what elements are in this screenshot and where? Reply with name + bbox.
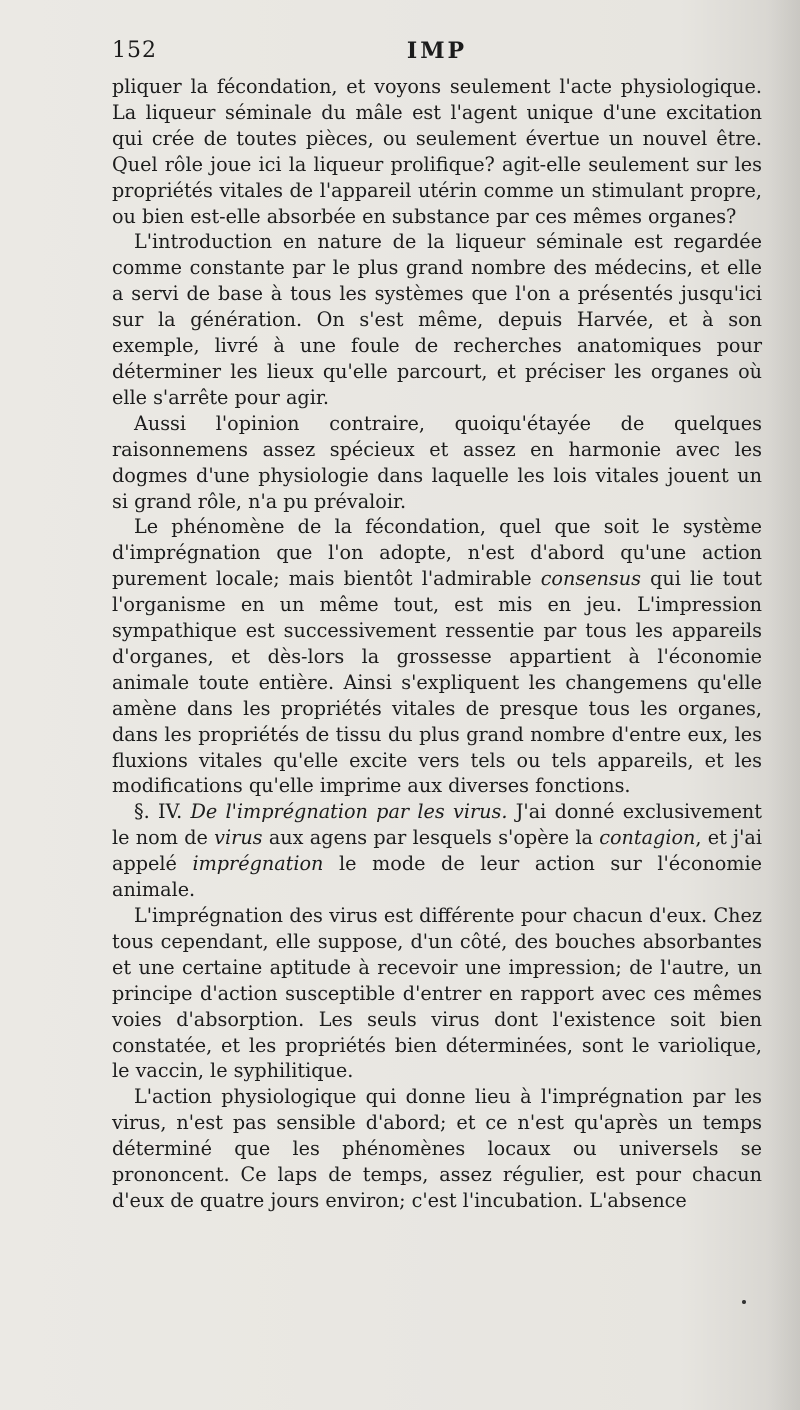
paragraph (112, 411, 762, 515)
italic-text: virus (214, 826, 263, 850)
running-head: IMP (406, 38, 468, 64)
page-number: 152 (112, 38, 157, 63)
paragraph (112, 229, 762, 410)
text-segment: , et j'ai appelé (112, 826, 762, 876)
text-segment: qui lie tout l'organisme en un même tout, est mis en jeu. L'impression sympathique est successivement ressentie par tous les appareils d'organes, et dès-lors la grossesse appartient à l'économie animale toute entière. Ainsi s'expliquent les changemens qu'elle amène dans les propriétés vitales de presque tous les organes, dans les propriétés de tissu du plus grand nombre d'entre eux, les fluxions vitales qu'elle excite vers tels ou tels appareils, et les modifications qu'elle imprime aux diverses fonctions. (112, 567, 762, 798)
body-text (112, 74, 762, 1214)
text-segment: §. IV. (134, 800, 191, 824)
paragraph (112, 799, 762, 903)
page-header (112, 38, 762, 68)
text-segment: aux agens par lesquels s'opère la (262, 826, 600, 850)
italic-text: De l'imprégnation par les virus. (190, 800, 508, 824)
italic-text: imprégnation (192, 852, 324, 876)
ink-speck (742, 1300, 746, 1304)
paragraph (112, 903, 762, 1084)
text-segment: J'ai donné exclusivement le nom de (112, 800, 762, 850)
text-segment: L'action physiologique qui donne lieu à l'imprégnation par les virus, n'est pas sensible d'abord; et ce n'est qu'après un temps déterminé que les phénomènes locaux ou universels se prononcent. Ce laps de temps, assez régulier, est pour chacun d'eux de quatre jours environ; c'est l'incubation. L'absence (112, 1085, 762, 1212)
text-segment: L'imprégnation des virus est différente pour chacun d'eux. Chez tous cependant, elle suppose, d'un côté, des bouches absorbantes et une certaine aptitude à recevoir une impression; de l'autre, un principe d'action susceptible d'entrer en rapport avec ces mêmes voies d'absorption. Les seuls virus dont l'existence soit bien constatée, et les propriétés bien déterminées, sont le variolique, le vaccin, le syphilitique. (112, 904, 762, 1083)
paragraph (112, 1084, 762, 1214)
text-segment: Le phénomène de la fécondation, quel que soit le système d'imprégnation que l'on adopte, n'est d'abord qu'une action purement locale; mais bientôt l'admirable (112, 515, 762, 591)
continued-paragraph (112, 74, 762, 229)
text-segment: L'introduction en nature de la liqueur séminale est regardée comme constante par le plus grand nombre des médecins, et elle a servi de base à tous les systèmes que l'on a présentés jusqu'ici sur la génération. On s'est même, depuis Harvée, et à son exemple, livré à une foule de recherches anatomiques pour déterminer les lieux qu'elle parcourt, et préciser les organes où elle s'arrête pour agir. (112, 230, 762, 409)
text-segment: Aussi l'opinion contraire, quoiqu'étayée de quelques raisonnemens assez spécieux et assez en harmonie avec les dogmes d'une physiologie dans laquelle les lois vitales jouent un si grand rôle, n'a pu prévaloir. (112, 411, 762, 513)
paragraph (112, 514, 762, 799)
text-segment: le mode de leur action sur l'économie animale. (112, 852, 762, 902)
italic-text: consensus (540, 567, 641, 591)
text-segment: pliquer la fécondation, et voyons seulement l'acte physiologique. La liqueur séminale du mâle est l'agent unique d'une excitation qui crée de toutes pièces, ou seulement évertue un nouvel être. Quel rôle joue ici la liqueur prolifique? agit-elle seulement sur les propriétés vitales de l'appareil utérin comme un stimulant propre, ou bien est-elle absorbée en substance par ces mêmes organes? (112, 75, 762, 228)
italic-text: contagion (599, 826, 696, 850)
